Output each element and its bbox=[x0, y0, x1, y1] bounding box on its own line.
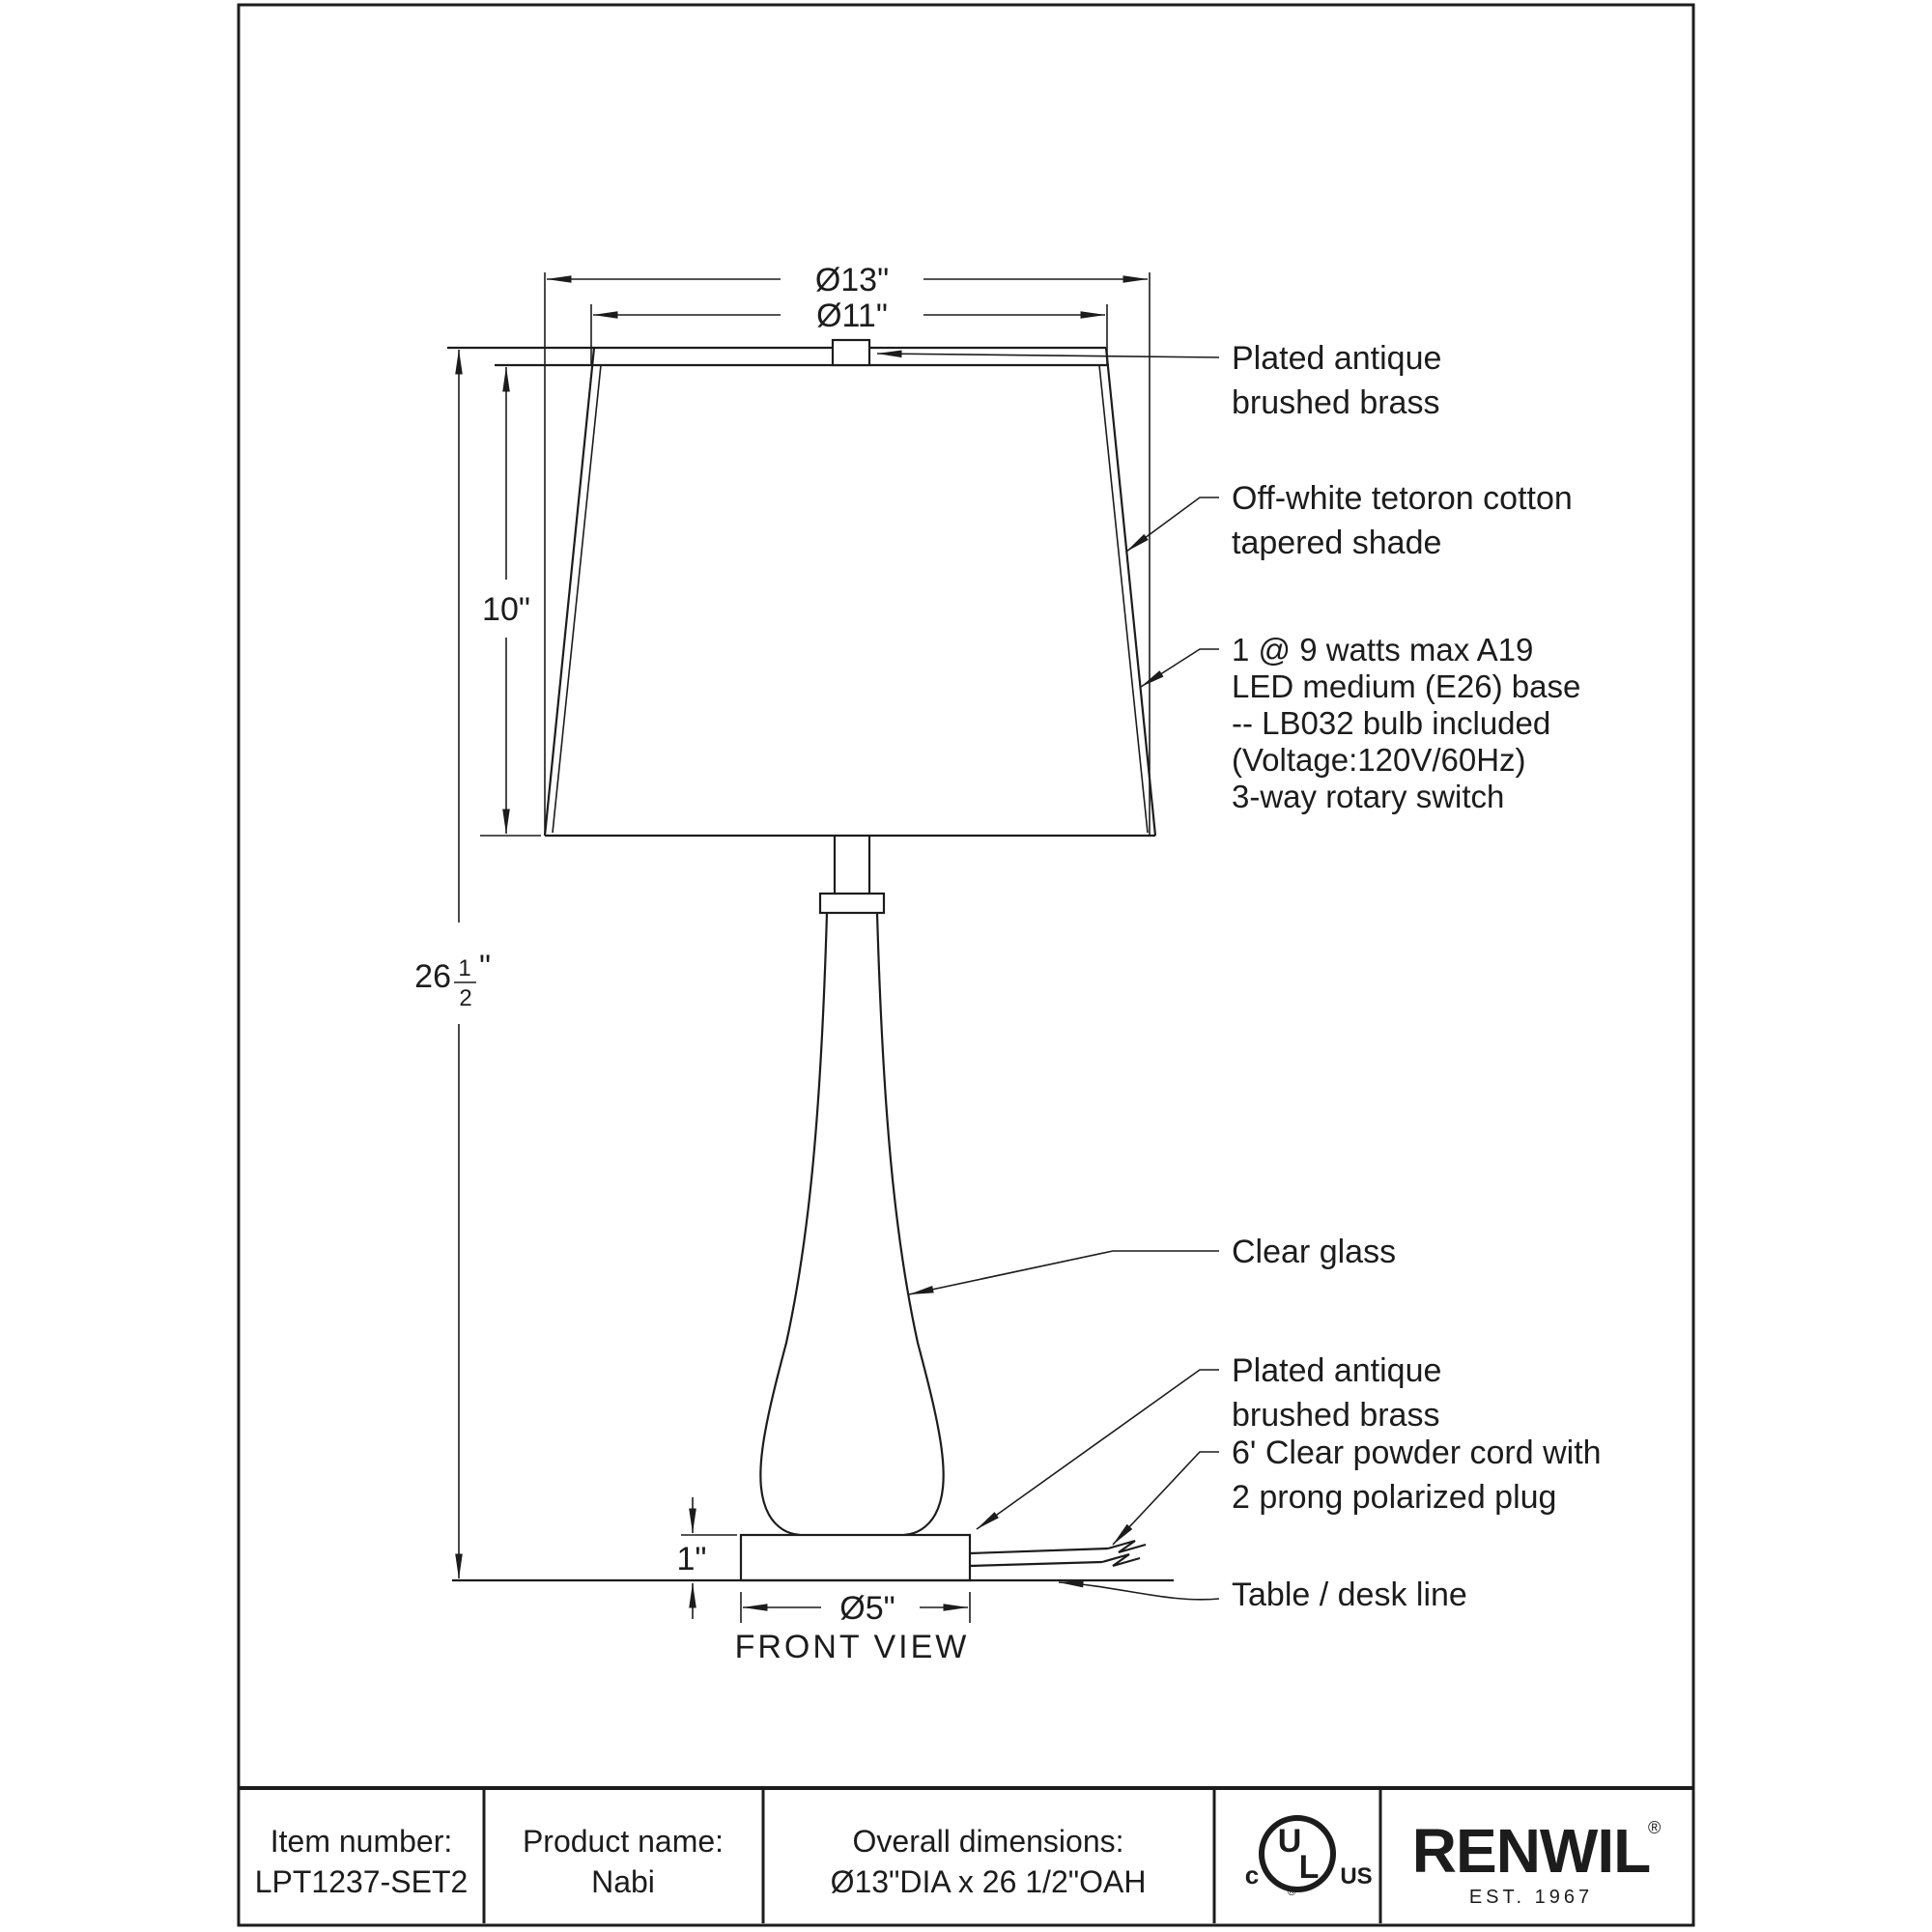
annotation-brass-bottom-line2: brushed brass bbox=[1232, 1397, 1440, 1434]
item-number-value: LPT1237-SET2 bbox=[254, 1864, 469, 1899]
overall-dimensions-label: Overall dimensions: bbox=[852, 1824, 1124, 1859]
annotation-table: Table / desk line bbox=[1232, 1577, 1467, 1613]
ul-icon-l: L bbox=[1298, 1849, 1320, 1886]
annotation-bulb-line2: LED medium (E26) base bbox=[1232, 668, 1581, 704]
annotation-bulb-line1: 1 @ 9 watts max A19 bbox=[1232, 632, 1534, 668]
overall-dimensions-value: Ø13"DIA x 26 1/2"OAH bbox=[830, 1864, 1147, 1899]
product-name-label: Product name: bbox=[522, 1824, 724, 1859]
dim-label-d5: Ø5" bbox=[839, 1590, 895, 1627]
dim-label-10in: 10" bbox=[482, 591, 530, 628]
dim-label-oah-den: 2 bbox=[459, 985, 472, 1011]
annotation-bulb-line4: (Voltage:120V/60Hz) bbox=[1232, 742, 1526, 778]
view-caption: FRONT VIEW bbox=[734, 1629, 970, 1665]
brand-established: EST. 1967 bbox=[1468, 1887, 1594, 1908]
dim-label-d11: Ø11" bbox=[816, 298, 888, 334]
annotation-bulb-line5: 3-way rotary switch bbox=[1232, 779, 1505, 814]
annotation-glass: Clear glass bbox=[1232, 1234, 1397, 1270]
brand-reg-mark: ® bbox=[1648, 1818, 1662, 1837]
annotation-cord-line2: 2 prong polarized plug bbox=[1232, 1479, 1557, 1516]
product-name-value: Nabi bbox=[591, 1864, 655, 1899]
collar bbox=[820, 894, 884, 913]
dim-label-1in: 1" bbox=[676, 1541, 707, 1577]
dim-label-oah-unit: " bbox=[479, 949, 492, 985]
annotation-brass-top-line2: brushed brass bbox=[1232, 384, 1440, 421]
annotation-brass-bottom-line1: Plated antique bbox=[1232, 1352, 1442, 1389]
ul-icon-u: U bbox=[1277, 1823, 1302, 1860]
annotation-shade-line2: tapered shade bbox=[1232, 525, 1442, 561]
annotation-brass-top-line1: Plated antique bbox=[1232, 340, 1442, 377]
annotation-bulb-line3: -- LB032 bulb included bbox=[1232, 705, 1551, 741]
ul-icon-c: c bbox=[1244, 1861, 1260, 1889]
annotation-cord-line1: 6' Clear powder cord with bbox=[1232, 1435, 1602, 1471]
dim-label-oah-whole: 26 bbox=[414, 958, 451, 995]
ul-icon-reg: ® bbox=[1287, 1885, 1296, 1898]
finial bbox=[833, 340, 869, 365]
base bbox=[741, 1535, 970, 1580]
ul-icon-us: US bbox=[1340, 1863, 1373, 1889]
brand-wordmark: RENWIL bbox=[1411, 1816, 1651, 1886]
dim-label-d13: Ø13" bbox=[814, 262, 890, 298]
item-number-label: Item number: bbox=[270, 1824, 453, 1859]
dim-label-oah-num: 1 bbox=[458, 955, 471, 981]
annotation-shade-line1: Off-white tetoron cotton bbox=[1232, 480, 1573, 517]
